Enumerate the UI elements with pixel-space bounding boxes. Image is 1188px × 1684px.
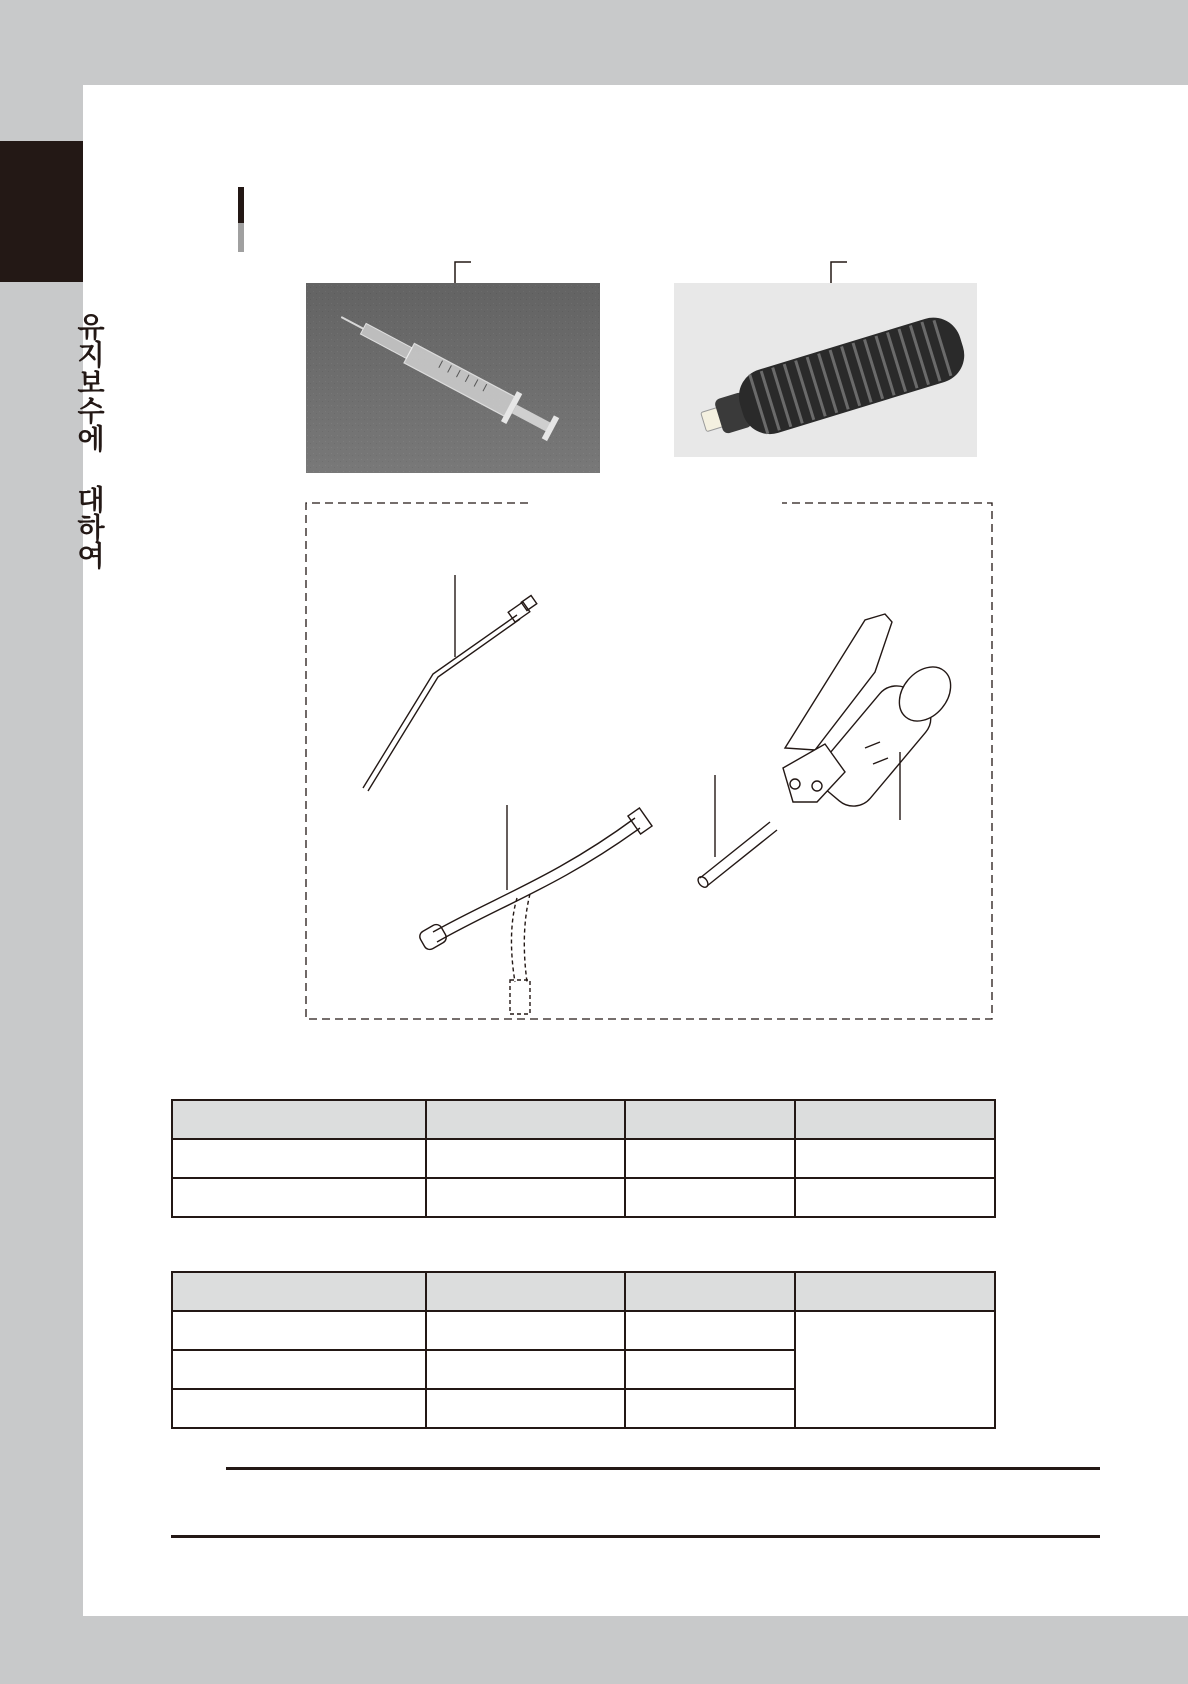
table-cell bbox=[625, 1178, 795, 1217]
table-cell bbox=[625, 1139, 795, 1178]
table-cell bbox=[172, 1178, 426, 1217]
tools-illustration bbox=[305, 502, 993, 1020]
bent-nozzle-icon bbox=[363, 575, 537, 791]
table-cell bbox=[172, 1389, 426, 1428]
grease-tube-icon bbox=[674, 283, 977, 457]
table-cell bbox=[426, 1139, 625, 1178]
table-row bbox=[172, 1311, 995, 1350]
spec-table-1 bbox=[171, 1099, 996, 1218]
table-cell bbox=[172, 1350, 426, 1389]
table-header-cell bbox=[172, 1100, 426, 1139]
table-cell bbox=[172, 1311, 426, 1350]
table-row bbox=[172, 1178, 995, 1217]
grease-gun-icon bbox=[783, 614, 961, 820]
table-row bbox=[172, 1139, 995, 1178]
table-cell bbox=[426, 1389, 625, 1428]
note-top-rule bbox=[226, 1467, 1100, 1470]
chapter-label-text: 유지보수에 대하여 bbox=[73, 312, 106, 569]
table-cell bbox=[426, 1178, 625, 1217]
rod-icon bbox=[696, 775, 777, 889]
table-merged-cell bbox=[795, 1311, 995, 1428]
syringe-photo bbox=[306, 283, 600, 473]
table-header-cell bbox=[625, 1272, 795, 1311]
grease-tube-photo bbox=[674, 283, 977, 457]
table-header-row bbox=[172, 1272, 995, 1311]
flexible-hose-icon bbox=[418, 805, 652, 1014]
table-header-cell bbox=[795, 1100, 995, 1139]
table-cell bbox=[426, 1350, 625, 1389]
table-header-cell bbox=[172, 1272, 426, 1311]
table-header-row bbox=[172, 1100, 995, 1139]
table-header-cell bbox=[426, 1100, 625, 1139]
table-cell bbox=[625, 1311, 795, 1350]
spec-table-2 bbox=[171, 1271, 996, 1429]
table-header-cell bbox=[625, 1100, 795, 1139]
table-cell bbox=[795, 1178, 995, 1217]
table-cell bbox=[795, 1139, 995, 1178]
table-cell bbox=[625, 1389, 795, 1428]
syringe-icon bbox=[306, 283, 600, 473]
table-cell bbox=[426, 1311, 625, 1350]
table-cell bbox=[625, 1350, 795, 1389]
note-bottom-rule bbox=[171, 1535, 1100, 1538]
table-header-cell bbox=[426, 1272, 625, 1311]
table-header-cell bbox=[795, 1272, 995, 1311]
table-cell bbox=[172, 1139, 426, 1178]
